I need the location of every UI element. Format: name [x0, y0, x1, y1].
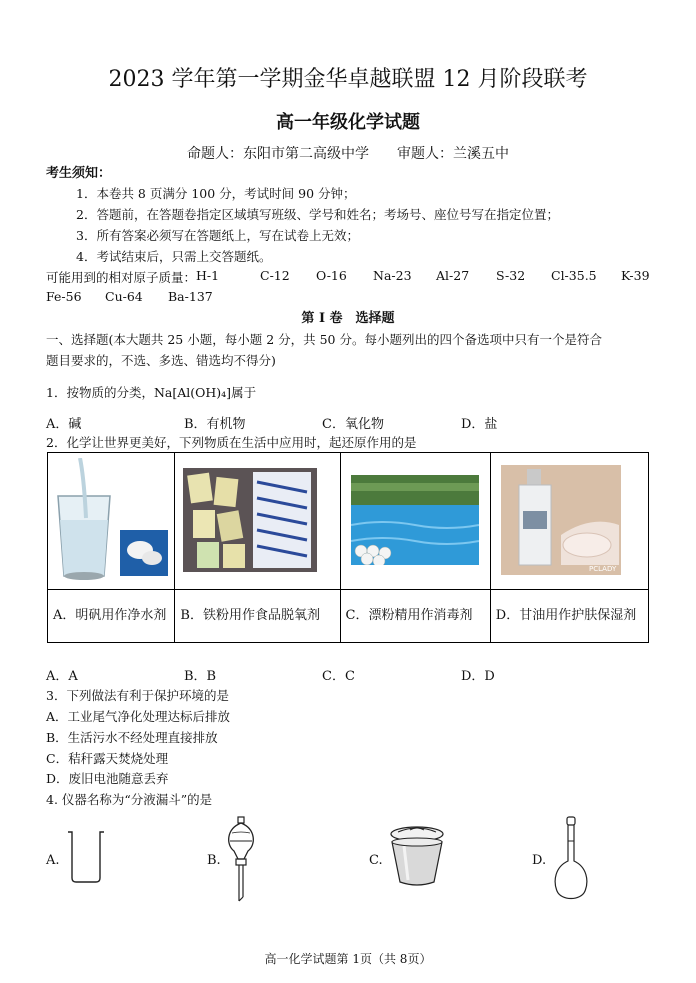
q2-stem: 2．化学让世界更美好，下列物质在生活中应用时，起还原作用的是 — [46, 435, 417, 450]
q1-stem-suffix: 属于 — [231, 385, 257, 400]
q2-caption-c: C．漂粉精用作消毒剂 — [340, 590, 490, 643]
atomic-mass-item: S-32 — [496, 268, 526, 283]
atomic-mass-item: C-12 — [260, 268, 290, 283]
volumetric-flask-icon — [551, 815, 591, 905]
q4-label-c: C. — [369, 853, 383, 868]
exam-authors: 命题人：东阳市第二高级中学 审题人：兰溪五中 — [187, 146, 509, 162]
q3-option-d: D．废旧电池随意丢弃 — [46, 771, 169, 786]
q4-label-b: B. — [207, 853, 221, 868]
q1-stem — [46, 383, 256, 401]
notice-item: 2．答题前，在答题卷指定区域填写班级、学号和姓名；考场号、座位号写在指定位置； — [76, 207, 559, 222]
q1-option-a: A．碱 — [46, 417, 82, 432]
section-title: 第 I 卷 选择题 — [301, 311, 395, 326]
q2-option-c: C．C — [322, 669, 355, 684]
q4-label-d: D. — [532, 853, 547, 868]
q2-option-a: A．A — [46, 669, 78, 684]
iron-powder-packets-image — [183, 468, 317, 572]
notice-heading: 考生须知： — [46, 166, 112, 181]
atomic-mass-item: Cu-64 — [105, 289, 143, 304]
q3-stem: 3．下列做法有利于保护环境的是 — [46, 688, 229, 703]
glycerin-bottle-image — [501, 465, 621, 575]
q2-caption-b: B．铁粉用作食品脱氧剂 — [175, 590, 340, 643]
beaker-icon — [66, 828, 106, 886]
q1-option-c: C．氧化物 — [322, 417, 384, 432]
q1-stem-prefix: 1．按物质的分类， — [46, 385, 154, 400]
atomic-mass-item: K-39 — [621, 268, 650, 283]
notice-item: 4．考试结束后，只需上交答题纸。 — [76, 249, 272, 264]
image-watermark: PCLADY — [589, 565, 617, 573]
exam-title: 2023 学年第一学期金华卓越联盟 12 月阶段联考 — [108, 67, 588, 92]
page-footer: 高一化学试题第 1页（共 8页） — [264, 952, 432, 966]
atomic-mass-item: Cl-35.5 — [551, 268, 597, 283]
q3-option-c: C．秸秆露天焚烧处理 — [46, 751, 169, 766]
q4-label-a: A. — [46, 853, 60, 868]
atomic-mass-item: Al-27 — [436, 268, 470, 283]
atomic-mass-item: Na-23 — [373, 268, 412, 283]
q2-caption-a: A．明矾用作净水剂 — [48, 590, 175, 643]
alum-water-glass-image — [52, 458, 170, 582]
swimming-pool-image — [351, 475, 479, 565]
crucible-icon — [388, 822, 446, 888]
q2-option-b: B．B — [184, 669, 217, 684]
atomic-mass-item: H-1 — [196, 268, 220, 283]
q2-option-d: D．D — [461, 669, 495, 684]
exam-subtitle: 高一年级化学试题 — [276, 112, 420, 133]
notice-item: 3．所有答案必须写在答题纸上，写在试卷上无效； — [76, 228, 359, 243]
atomic-mass-item: Fe-56 — [46, 289, 82, 304]
q3-option-b: B．生活污水不经处理直接排放 — [46, 730, 218, 745]
separatory-funnel-icon — [224, 815, 258, 907]
atomic-mass-item: Ba-137 — [168, 289, 213, 304]
q3-option-a: A．工业尾气净化处理达标后排放 — [46, 709, 231, 724]
q1-option-b: B．有机物 — [184, 417, 246, 432]
q1-formula: Na[Al(OH)₄] — [153, 385, 232, 400]
q1-option-d: D．盐 — [461, 417, 498, 432]
section-instructions: 一、选择题(本大题共 25 小题，每小题 2 分，共 50 分。每小题列出的四个备选项中只有一个是符合 — [46, 332, 602, 347]
atomic-mass-label: 可能用到的相对原子质量： — [46, 270, 197, 285]
q4-stem: 4. 仪器名称为“分液漏斗”的是 — [46, 792, 213, 807]
q2-caption-d: D．甘油用作护肤保湿剂 — [490, 590, 648, 643]
section-instructions: 题目要求的，不选、多选、错选均不得分) — [46, 353, 276, 368]
atomic-mass-item: O-16 — [316, 268, 347, 283]
notice-item: 1．本卷共 8 页满分 100 分，考试时间 90 分钟； — [76, 186, 356, 201]
